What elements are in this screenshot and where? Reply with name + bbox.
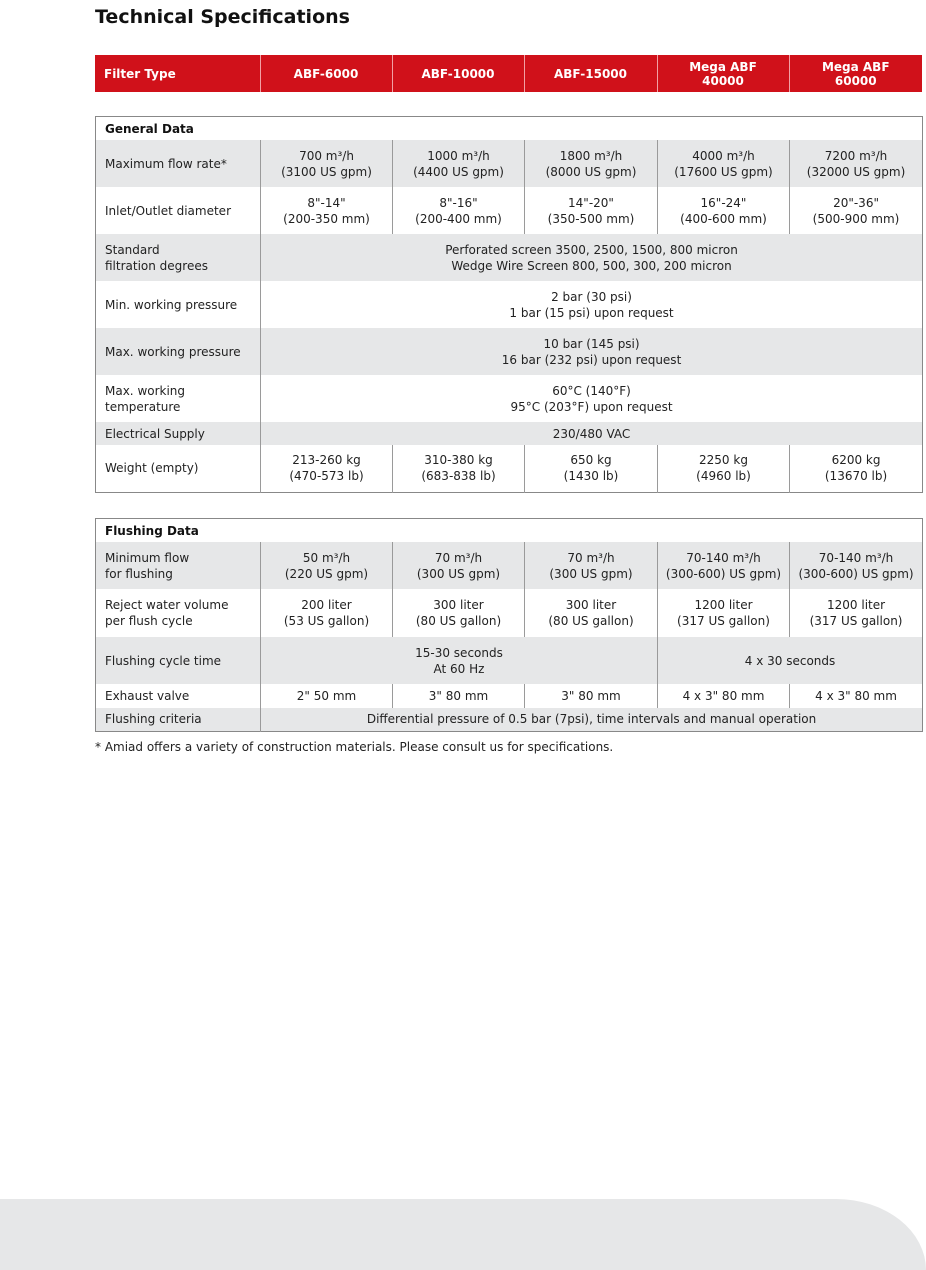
table-cell: 300 liter (80 US gallon): [525, 589, 658, 637]
table-row: [96, 281, 923, 328]
row-label: Max. working temperature: [96, 375, 261, 422]
row-label: Exhaust valve: [96, 684, 261, 708]
model-abf-15000: ABF-15000: [524, 55, 657, 92]
filter-type-header-table: [95, 55, 922, 92]
model-mega-abf-60000: Mega ABF 60000: [789, 55, 922, 92]
table-row: [96, 328, 923, 375]
table-cell: 6200 kg (13670 lb): [790, 445, 923, 492]
table-cell: 70-140 m³/h (300-600) US gpm): [658, 542, 790, 589]
table-cell: 4 x 30 seconds: [658, 637, 923, 684]
table-row: [96, 187, 923, 234]
table-row: [96, 637, 923, 684]
row-label: Flushing criteria: [96, 708, 261, 731]
table-row: [96, 140, 923, 187]
filter-type-label: Filter Type: [95, 55, 260, 92]
table-cell: 20"-36" (500-900 mm): [790, 187, 923, 234]
row-label: Weight (empty): [96, 445, 261, 492]
table-cell: 70 m³/h (300 US gpm): [525, 542, 658, 589]
table-cell: 1200 liter (317 US gallon): [658, 589, 790, 637]
table-cell: 700 m³/h (3100 US gpm): [261, 140, 393, 187]
table-cell: 310-380 kg (683-838 lb): [393, 445, 525, 492]
row-label: Minimum flow for flushing: [96, 542, 261, 589]
row-label: Flushing cycle time: [96, 637, 261, 684]
flushing-data-title: Flushing Data: [96, 519, 923, 543]
table-cell: 16"-24" (400-600 mm): [658, 187, 790, 234]
model-abf-10000: ABF-10000: [392, 55, 524, 92]
general-data-table: [95, 116, 923, 493]
table-cell: 7200 m³/h (32000 US gpm): [790, 140, 923, 187]
general-data-title: General Data: [96, 117, 923, 141]
table-cell: 1200 liter (317 US gallon): [790, 589, 923, 637]
table-cell: 14"-20" (350-500 mm): [525, 187, 658, 234]
table-cell: 3" 80 mm: [393, 684, 525, 708]
table-cell: 230/480 VAC: [261, 422, 923, 445]
table-cell: 213-260 kg (470-573 lb): [261, 445, 393, 492]
table-cell: 15-30 seconds At 60 Hz: [261, 637, 658, 684]
section-header: [96, 117, 923, 141]
table-row: [96, 684, 923, 708]
model-abf-6000: ABF-6000: [260, 55, 392, 92]
table-cell: 60°C (140°F) 95°C (203°F) upon request: [261, 375, 923, 422]
table-cell: 3" 80 mm: [525, 684, 658, 708]
table-cell: 300 liter (80 US gallon): [393, 589, 525, 637]
model-mega-abf-40000: Mega ABF 40000: [657, 55, 789, 92]
table-row: [96, 375, 923, 422]
row-label: Electrical Supply: [96, 422, 261, 445]
table-row: [96, 708, 923, 731]
table-cell: 1000 m³/h (4400 US gpm): [393, 140, 525, 187]
table-cell: 2" 50 mm: [261, 684, 393, 708]
table-cell: 1800 m³/h (8000 US gpm): [525, 140, 658, 187]
row-label: Reject water volume per flush cycle: [96, 589, 261, 637]
footnote: * Amiad offers a variety of construction materials. Please consult us for specifications.: [95, 740, 614, 754]
table-cell: 2250 kg (4960 lb): [658, 445, 790, 492]
row-label: Standard filtration degrees: [96, 234, 261, 281]
table-cell: 650 kg (1430 lb): [525, 445, 658, 492]
table-cell: 70 m³/h (300 US gpm): [393, 542, 525, 589]
page-title: Technical Specifications: [95, 6, 350, 28]
table-row: [96, 234, 923, 281]
table-cell: Differential pressure of 0.5 bar (7psi), time intervals and manual operation: [261, 708, 923, 731]
table-cell: 70-140 m³/h (300-600) US gpm): [790, 542, 923, 589]
bottom-decorative-band: [0, 1199, 926, 1270]
table-cell: 50 m³/h (220 US gpm): [261, 542, 393, 589]
table-cell: 4000 m³/h (17600 US gpm): [658, 140, 790, 187]
table-row: [96, 589, 923, 637]
table-cell: 2 bar (30 psi) 1 bar (15 psi) upon request: [261, 281, 923, 328]
filter-type-header-row: [95, 55, 922, 92]
row-label: Max. working pressure: [96, 328, 261, 375]
table-cell: 8"-14" (200-350 mm): [261, 187, 393, 234]
table-cell: 8"-16" (200-400 mm): [393, 187, 525, 234]
row-label: Maximum flow rate*: [96, 140, 261, 187]
row-label: Inlet/Outlet diameter: [96, 187, 261, 234]
table-row: [96, 542, 923, 589]
table-cell: 10 bar (145 psi) 16 bar (232 psi) upon request: [261, 328, 923, 375]
table-cell: 4 x 3" 80 mm: [658, 684, 790, 708]
table-cell: 4 x 3" 80 mm: [790, 684, 923, 708]
table-cell: 200 liter (53 US gallon): [261, 589, 393, 637]
table-cell: Perforated screen 3500, 2500, 1500, 800 micron Wedge Wire Screen 800, 500, 300, 200 micron: [261, 234, 923, 281]
table-row: [96, 445, 923, 492]
section-header: [96, 519, 923, 543]
flushing-data-table: [95, 518, 923, 732]
table-row: [96, 422, 923, 445]
row-label: Min. working pressure: [96, 281, 261, 328]
